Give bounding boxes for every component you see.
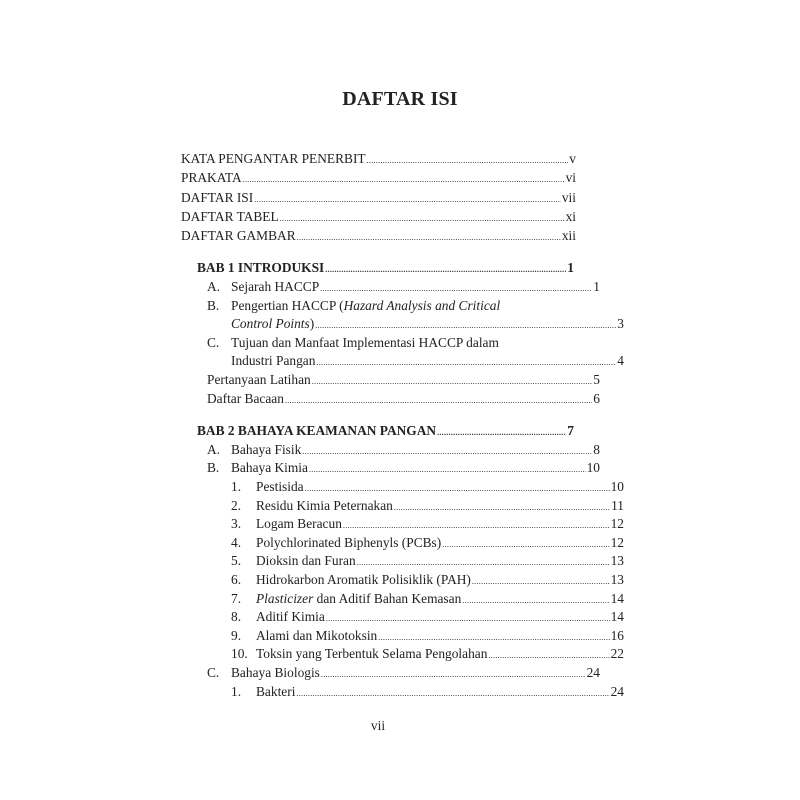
- entry-text: Bahaya Kimia: [231, 460, 308, 476]
- entry-text: BAB 1 INTRODUKSI: [197, 260, 325, 276]
- entry-title: [197, 422, 436, 441]
- entry-title: [256, 608, 325, 627]
- entry-title: [197, 259, 324, 278]
- entry-label: 6.: [231, 571, 242, 587]
- toc-entry-item: [181, 664, 600, 683]
- entry-text: Pertanyaan Latihan: [207, 372, 311, 388]
- entry-title: [231, 664, 320, 683]
- entry-page-number: 24: [610, 683, 624, 699]
- entry-title: [256, 683, 295, 702]
- entry-label: 7.: [231, 590, 242, 606]
- entry-title: [231, 352, 315, 371]
- entry-page-number: 5: [593, 372, 600, 388]
- dot-leader: [297, 228, 561, 247]
- entry-title: [256, 645, 487, 664]
- entry-label: A.: [207, 441, 221, 457]
- page-number: vii: [370, 718, 386, 733]
- entry-page-number: 3: [617, 316, 624, 332]
- entry-label: 9.: [231, 627, 242, 643]
- entry-title: [231, 334, 499, 353]
- toc-entry-front: [181, 149, 576, 168]
- italic-text: Hazard Analysis and Critical: [343, 297, 501, 313]
- entry-page-number: 11: [611, 497, 624, 513]
- entry-title: [181, 149, 366, 168]
- entry-text: Daftar Bacaan: [207, 390, 284, 406]
- entry-text: Toksin yang Terbentuk Selama Pengolahan: [256, 646, 488, 662]
- entry-text: Bakteri: [256, 683, 296, 699]
- entry-title: [231, 441, 301, 460]
- entry-text: PRAKATA: [181, 170, 242, 186]
- dot-leader: [394, 499, 610, 518]
- dot-leader: [316, 354, 616, 373]
- entry-text: Sejarah HACCP: [231, 279, 320, 295]
- entry-title: [231, 459, 308, 478]
- entry-page-number: 6: [593, 390, 600, 406]
- dot-leader: [280, 209, 565, 228]
- dot-leader: [285, 392, 592, 411]
- entry-text: DAFTAR TABEL: [181, 208, 279, 224]
- entry-text: Pengertian HACCP (: [231, 297, 344, 313]
- entry-title: [181, 207, 279, 226]
- dot-leader: [462, 592, 609, 611]
- dot-leader: [442, 536, 609, 555]
- entry-page-number: xi: [565, 208, 576, 224]
- entry-label: 5.: [231, 553, 242, 569]
- entry-page-number: 12: [610, 534, 624, 550]
- entry-label: B.: [207, 297, 220, 313]
- entry-page-number: 13: [610, 553, 624, 569]
- dot-leader: [302, 443, 592, 462]
- toc-entry-item: [181, 334, 600, 353]
- toc-entry-sub: [181, 608, 624, 627]
- entry-text: Hidrokarbon Aromatik Polisiklik (PAH): [256, 571, 471, 587]
- toc-entry-front: [181, 207, 576, 226]
- toc-entry-plain: [181, 390, 600, 409]
- entry-title: [181, 188, 253, 207]
- entry-text: Logam Beracun: [256, 516, 342, 532]
- toc-entry-sub: [181, 478, 624, 497]
- entry-page-number: vi: [565, 170, 576, 186]
- entry-title: [181, 226, 296, 245]
- dot-leader: [321, 666, 586, 685]
- entry-text: DAFTAR GAMBAR: [181, 228, 296, 244]
- entry-title: [207, 390, 284, 409]
- entry-page-number: vii: [561, 189, 576, 205]
- table-of-contents: [181, 149, 624, 701]
- dot-leader: [243, 170, 565, 189]
- entry-page-number: 22: [610, 646, 624, 662]
- entry-label: 3.: [231, 516, 242, 532]
- dot-leader: [312, 373, 593, 392]
- toc-entry-cont: [181, 315, 624, 334]
- entry-text: Bahaya Fisik: [231, 441, 302, 457]
- entry-page-number: v: [569, 151, 576, 166]
- toc-entry-item: [181, 278, 600, 297]
- entry-text: Aditif Kimia: [256, 609, 325, 625]
- entry-text: dan Aditif Bahan Kemasan: [313, 590, 462, 606]
- entry-page-number: 1: [567, 260, 574, 276]
- entry-page-number: 10: [586, 460, 600, 476]
- toc-entry-cont: [181, 352, 624, 371]
- entry-label: B.: [207, 460, 220, 476]
- entry-label: 4.: [231, 534, 242, 550]
- toc-entry-sub: [181, 497, 624, 516]
- entry-title: [256, 552, 356, 571]
- entry-label: 1.: [231, 479, 242, 495]
- entry-label: 2.: [231, 497, 242, 513]
- toc-entry-front: [181, 188, 576, 207]
- entry-text: Bahaya Biologis: [231, 664, 320, 680]
- entry-text: Industri Pangan: [231, 353, 316, 369]
- entry-label: A.: [207, 279, 221, 295]
- entry-title: [231, 297, 500, 316]
- toc-entry-item: [181, 459, 600, 478]
- entry-text: ): [309, 316, 315, 332]
- toc-entry-sub: [181, 552, 624, 571]
- entry-label: C.: [207, 664, 220, 680]
- entry-text: Tujuan dan Manfaat Implementasi HACCP dalam: [231, 334, 499, 350]
- entry-label: C.: [207, 334, 220, 350]
- entry-text: Dioksin dan Furan: [256, 553, 356, 569]
- toc-entry-front: [181, 168, 576, 187]
- entry-label: 8.: [231, 609, 242, 625]
- entry-title: [256, 590, 461, 609]
- entry-page-number: 4: [617, 353, 624, 369]
- entry-title: [256, 478, 304, 497]
- italic-text: Control Points: [231, 316, 310, 332]
- entry-text: DAFTAR ISI: [181, 189, 254, 205]
- entry-title: [256, 497, 393, 516]
- dot-leader: [367, 151, 569, 170]
- toc-entry-plain: [181, 371, 600, 390]
- toc-entry-sub: [181, 534, 624, 553]
- entry-page-number: 16: [610, 627, 624, 643]
- toc-entry-sub: [181, 515, 624, 534]
- toc-entry-item: [181, 297, 600, 316]
- dot-leader: [437, 424, 566, 443]
- dot-leader: [325, 261, 566, 280]
- dot-leader: [296, 685, 609, 704]
- entry-title: [256, 515, 342, 534]
- entry-label: 10.: [231, 646, 248, 662]
- toc-entry-sub: [181, 683, 624, 702]
- italic-text: Plasticizer: [256, 590, 314, 606]
- entry-title: [231, 278, 319, 297]
- entry-title: [256, 534, 441, 553]
- entry-page-number: 1: [593, 279, 600, 295]
- toc-entry-chapter: [181, 259, 574, 278]
- entry-text: KATA PENGANTAR PENERBIT: [181, 151, 366, 166]
- toc-entry-sub: [181, 571, 624, 590]
- toc-entry-chapter: [181, 422, 574, 441]
- entry-title: [256, 627, 377, 646]
- entry-page-number: 13: [610, 571, 624, 587]
- dot-leader: [309, 461, 586, 480]
- dot-leader: [472, 573, 610, 592]
- entry-title: [207, 371, 311, 390]
- dot-leader: [254, 190, 561, 209]
- entry-text: BAB 2 BAHAYA KEAMANAN PANGAN: [197, 423, 437, 439]
- entry-page-number: 10: [610, 479, 624, 495]
- entry-text: Pestisida: [256, 479, 304, 495]
- entry-text: Alami dan Mikotoksin: [256, 627, 378, 643]
- toc-entry-front: [181, 226, 576, 245]
- entry-text: Polychlorinated Biphenyls (PCBs): [256, 534, 442, 550]
- entry-page-number: 14: [610, 609, 624, 625]
- entry-page-number: xii: [561, 228, 576, 244]
- entry-title: [181, 168, 242, 187]
- entry-text: Residu Kimia Peternakan: [256, 497, 393, 513]
- entry-page-number: 12: [610, 516, 624, 532]
- toc-entry-item: [181, 441, 600, 460]
- entry-label: 1.: [231, 683, 242, 699]
- page-title: DAFTAR ISI: [342, 88, 458, 110]
- entry-title: [231, 315, 314, 334]
- entry-page-number: 7: [567, 423, 574, 439]
- toc-entry-sub: [181, 590, 624, 609]
- toc-entry-sub: [181, 645, 624, 664]
- entry-page-number: 24: [586, 664, 600, 680]
- entry-title: [256, 571, 471, 590]
- toc-entry-sub: [181, 627, 624, 646]
- entry-page-number: 14: [610, 590, 624, 606]
- entry-page-number: 8: [593, 441, 600, 457]
